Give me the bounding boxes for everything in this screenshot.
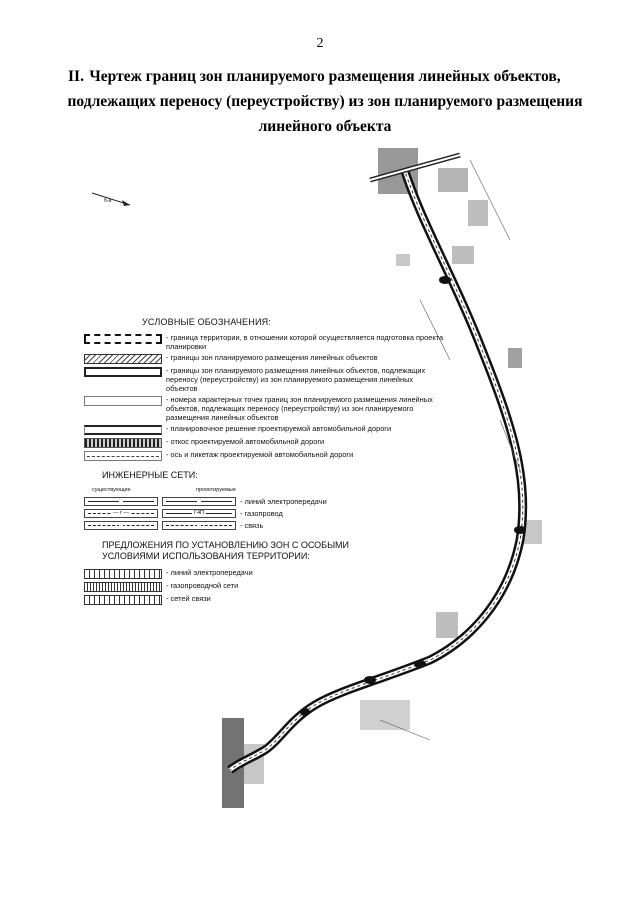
col-projected: проектируемые (196, 487, 236, 493)
legend-item-text: - планировочное решение проектируемой автомобильной дороги (166, 424, 392, 433)
col-existing: существующие (92, 487, 131, 493)
zone-item-text: - линий электропередачи (166, 568, 253, 577)
network-row (84, 509, 444, 518)
zone-item (84, 581, 444, 592)
slope-symbol (84, 438, 162, 448)
projected-symbol (162, 497, 236, 506)
existing-symbol (84, 497, 158, 506)
title-line-1: Чертеж границ зон планируемого размещения линейных объектов, (89, 68, 561, 85)
network-row (84, 497, 444, 506)
zone-item-text: - газопроводной сети (166, 581, 239, 590)
power-zone-symbol (84, 569, 162, 579)
north-label: б-а (104, 198, 112, 204)
boundary-symbol (84, 334, 162, 344)
legend-item (84, 353, 444, 364)
existing-symbol (84, 521, 158, 530)
networks-heading: ИНЖЕНЕРНЫЕ СЕТИ: (102, 470, 198, 480)
existing-symbol: — г — (84, 509, 158, 518)
legend-item-text: - границы зон планируемого размещения линейных объектов, подлежащих переносу (переустройству) из зон планируемого размещения линейных объектов (166, 366, 426, 393)
legend-item (84, 333, 444, 351)
projected-symbol (162, 521, 236, 530)
legend-heading: УСЛОВНЫЕ ОБОЗНАЧЕНИЯ: (142, 317, 272, 327)
zones-heading (102, 540, 444, 562)
road-symbol (84, 425, 162, 435)
comm-zone-symbol (84, 595, 162, 605)
legend (84, 318, 444, 607)
zone-item (84, 568, 444, 579)
gas-zone-symbol (84, 582, 162, 592)
legend-item-text: - ось и пикетаж проектируемой автомобильной дороги (166, 450, 354, 459)
points-symbol (84, 396, 162, 406)
legend-item (84, 450, 444, 461)
page-number: 2 (316, 36, 324, 51)
title-line-2: подлежащих переносу (переустройству) из зон планируемого размещения (67, 93, 583, 110)
zone-item (84, 594, 444, 605)
networks-columns (84, 486, 444, 495)
network-label: - газопровод (240, 509, 283, 518)
projected-symbol: Г4П (162, 509, 236, 518)
zones-heading-line-1: ПРЕДЛОЖЕНИЯ ПО УСТАНОВЛЕНИЮ ЗОН С ОСОБЫМИ (102, 540, 349, 550)
legend-item (84, 366, 444, 393)
network-label: - линий электропередачи (240, 497, 327, 506)
legend-item-text: - откос проектируемой автомобильной дороги (166, 437, 325, 446)
legend-item-text: - номера характерных точек границ зон планируемого размещения линейных объектов, подлежащих переносу (переустройству) из зон планируемого размещения линейных объектов (166, 395, 433, 422)
legend-item-text: - граница территории, в отношении которой осуществляется подготовка проекта планировки (166, 333, 444, 351)
zone-item-text: - сетей связи (166, 594, 211, 603)
network-row (84, 521, 444, 530)
axis-symbol (84, 451, 162, 461)
relocation-zone-symbol (84, 367, 162, 377)
legend-item (84, 395, 444, 422)
north-arrow-icon (92, 193, 130, 206)
zones-heading-line-2: УСЛОВИЯМИ ИСПОЛЬЗОВАНИЯ ТЕРРИТОРИИ: (102, 551, 310, 561)
legend-item (84, 424, 444, 435)
network-label: - связь (240, 521, 264, 530)
zone-symbol (84, 354, 162, 364)
title-line-3: линейного объекта (258, 118, 392, 135)
legend-item-text: - границы зон планируемого размещения линейных объектов (166, 353, 378, 362)
section-number: II. (68, 68, 84, 85)
legend-item (84, 437, 444, 448)
